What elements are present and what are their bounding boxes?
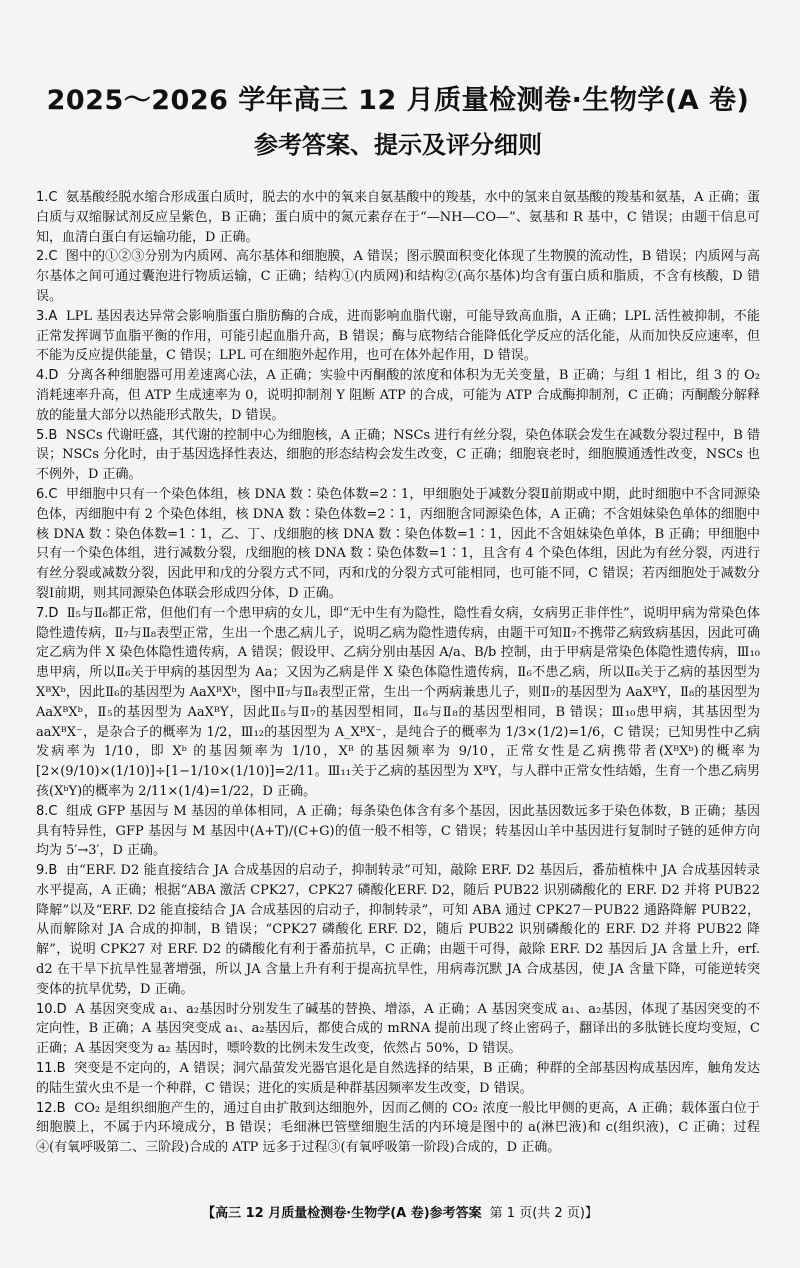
footer-label: 【高三 12 月质量检测卷·生物学(A 卷)参考答案 <box>202 1206 482 1221</box>
answer-item <box>36 1059 760 1099</box>
answer-item <box>36 802 760 861</box>
page-footer <box>0 1202 800 1221</box>
answer-item <box>36 426 760 485</box>
answer-text: 分离各种细胞器可用差速离心法，A 正确；实验中丙酮酸的浓度和体积为无关变量，B 正确；与组 1 相比，组 3 的 O₂ 消耗速率升高，但 ATP 生成速率为 0，说明抑制剂 Y 阻断 ATP 的合成，可能为 ATP 合成酶抑制剂，C 正确；丙酮酸分解释放的能量大部分以热能形式散失，D 错误。 <box>36 368 760 423</box>
answer-number: 2.C <box>36 249 58 265</box>
answer-text: 组成 GFP 基因与 M 基因的单体相同，A 正确；每条染色体含有多个基因，因此基因数远多于染色体数，B 正确；基因具有特异性，GFP 基因与 M 基因中(A+T)/(C+G)的值一般不相等，C 错误；转基因山羊中基因进行复制时子链的延伸方向均为 5′→3′，D 正确。 <box>36 803 761 859</box>
answer-text: 突变是不定向的，A 错误；洞穴晶萤发光器官退化是自然选择的结果，B 正确；种群的全部基因构成基因库，触角发达的陆生萤火虫不是一个种群，C 错误；进化的实质是种群基因频率发生改变，D 错误。 <box>36 1061 760 1096</box>
answer-text: Ⅱ₅与Ⅱ₆都正常，但他们有一个患甲病的女儿，即“无中生有为隐性，隐性看女病，女病男正非伴性”，说明甲病为常染色体隐性遗传病，Ⅱ₇与Ⅱ₈表型正常，生出一个患乙病儿子，说明乙病为隐性遗传病，由题干可知Ⅱ₇不携带乙病致病基因，因此可确定乙病为伴 X 染色体隐性遗传病，A 错误；假设甲、乙病分别由基因 A/a、B/b 控制，由于甲病是常染色体隐性遗传病，Ⅲ₁₀患甲病，所以Ⅱ₆关于甲病的基因型为 Aa；又因为乙病是伴 X 染色体隐性遗传病，Ⅱ₆不患乙病，所以Ⅱ₆关于乙病的基因型为 XᴮXᵇ，因此Ⅱ₆的基因型为 AaXᴮXᵇ，图中Ⅱ₇与Ⅱ₈表型正常，生出一个两病兼患儿子，则Ⅱ₇的基因型为 AaXᴮY，Ⅱ₈的基因型为 AaXᴮXᵇ，Ⅱ₅的基因型为 AaXᴮY，因此Ⅱ₅与Ⅱ₇的基因型相同，Ⅱ₆与Ⅱ₈的基因型相同，B 错误；Ⅲ₁₀患甲病，其基因型为 aaXᴮX⁻，是杂合子的概率为 1/2，Ⅲ₁₂的基因型为 A_XᴮX⁻，是纯合子的概率为 1/3×(1/2)=1/6，C 错误；已知男性中乙病发病率为 1/10，即 Xᵇ 的基因频率为 1/10，Xᴮ 的基因频率为 9/10，正常女性是乙病携带者(XᴮXᵇ)的概率为[2×(9/10)×(1/10)]÷[1−1/10×(1/10)]=2/11。Ⅲ₁₁关于乙病的基因型为 XᴮY，与人群中正常女性结婚，生育一个患乙病男孩(XᵇY)的概率为 2/11×(1/4)=1/22，D 正确。 <box>36 605 761 799</box>
answer-item <box>36 861 760 1000</box>
answer-number: 7.D <box>36 605 59 621</box>
answer-number: 6.C <box>36 486 58 502</box>
answer-number: 9.B <box>36 863 58 879</box>
answer-item <box>36 307 760 366</box>
answer-number: 12.B <box>36 1100 66 1116</box>
page-subtitle: 参考答案、提示及评分细则 <box>254 131 542 159</box>
answer-item <box>36 485 760 604</box>
answer-item <box>36 247 760 306</box>
answer-text: A 基因突变成 a₁、a₂基因时分别发生了碱基的替换、增添，A 正确；A 基因突变成 a₁、a₂基因，体现了基因突变的不定向性，B 正确；A 基因突变成 a₁、a₂基因后，都使合成的 mRNA 提前出现了终止密码子，翻译出的多肽链长度均变短，C 正确；A 基因突变为 a₂ 基因时，嘌呤数的比例未发生改变，依然占 50%，D 错误。 <box>36 1001 760 1057</box>
page-number: 第 1 页(共 2 页)】 <box>489 1206 598 1221</box>
answer-number: 8.C <box>36 803 58 819</box>
answer-text: 由“ERF. D2 能直接结合 JA 合成基因的启动子，抑制转录”可知，敲除 ERF. D2 基因后，番茄植株中 JA 合成基因转录水平提高，A 正确；根据“ABA 激活 CPK27，CPK27 磷酸化ERF. D2，随后 PUB22 识别磷酸化的 ERF. D2 并将 PUB22 降解”以及“ERF. D2 能直接结合 JA 合成基因的启动子，抑制转录”，可知 ABA 通过 CPK27－PUB22 通路降解 PUB22，从而解除对 JA 合成的抑制，B 错误；“CPK27 磷酸化 ERF. D2，随后 PUB22 识别磷酸化的 ERF. D2 并将 PUB22 降解”，说明 CPK27 对 ERF. D2 的磷酸化有利于番茄抗旱，C 正确；由题干可得，敲除 ERF. D2 基因后 JA 含量上升，erf. d2 在干旱下抗旱性显著增强，所以 JA 含量上升有利于提高抗旱性，用病毒沉默 JA 合成基因，使 JA 含量下降，可能逆转突变体的抗旱优势，D 正确。 <box>36 863 761 997</box>
answer-item <box>36 188 760 247</box>
answer-number: 10.D <box>36 1001 67 1017</box>
answer-item <box>36 604 760 802</box>
answer-text: CO₂ 是组织细胞产生的，通过自由扩散到达细胞外，因而乙侧的 CO₂ 浓度一般比甲侧的更高，A 正确；载体蛋白位于细胞膜上，不属于内环境成分，B 错误；毛细淋巴管壁细胞生活的内环境是图中的 a(淋巴液)和 c(组织液)，C 正确；过程④(有氧呼吸第二、三阶段)合成的 ATP 远多于过程③(有氧呼吸第一阶段)合成的，D 正确。 <box>36 1100 760 1156</box>
answer-number: 3.A <box>36 308 58 324</box>
answer-number: 1.C <box>36 190 58 205</box>
answer-number: 5.B <box>36 427 58 443</box>
answer-text: 氨基酸经脱水缩合形成蛋白质时，脱去的水中的氧来自氨基酸中的羧基，水中的氢来自氨基酸的羧基和氨基，A 正确；蛋白质与双缩脲试剂反应呈紫色，B 正确；蛋白质中的氮元素存在于“—NH—CO—”、氨基和 R 基中，C 错误；由题干信息可知，血清白蛋白有运输功能，D 正确。 <box>36 190 761 245</box>
answer-text: 图中的①②③分别为内质网、高尔基体和细胞膜，A 错误；图示膜面积变化体现了生物膜的流动性，B 错误；内质网与高尔基体之间可通过囊泡进行物质运输，C 正确；结构①(内质网)和结构②(高尔基体)均含有蛋白质和脂质，不含有核酸，D 错误。 <box>36 249 760 304</box>
answer-number: 4.D <box>36 368 59 384</box>
page-title: 2025～2026 学年高三 12 月质量检测卷·生物学(A 卷) <box>46 85 750 116</box>
answer-text: LPL 基因表达异常会影响脂蛋白脂肪酶的合成，进而影响血脂代谢，可能导致高血脂，A 正确；LPL 活性被抑制，不能正常发挥调节血脂平衡的作用，可能引起血脂升高，B 错误；酶与底物结合能降低化学反应的活化能，从而加快反应速率，但不能为反应提供能量，C 错误；LPL 可在细胞外起作用，也可在体外起作用，D 错误。 <box>36 308 761 364</box>
answer-item <box>36 366 760 425</box>
answer-text: 甲细胞中只有一个染色体组，核 DNA 数∶染色体数=2∶1，甲细胞处于减数分裂Ⅱ前期或中期，此时细胞中不含同源染色体，丙细胞中有 2 个染色体组，核 DNA 数∶染色体数=2∶1，丙细胞含同源染色体，A 正确；不含姐妹染色单体的细胞中核 DNA 数∶染色体数=1∶1，乙、丁、戊细胞的核 DNA 数∶染色体数=1∶1，因此不含姐妹染色单体，B 正确；甲细胞中只有一个染色体组，进行减数分裂，戊细胞的核 DNA 数∶染色体数=1∶1，且含有 4 个染色体组，因此为有丝分裂，丙进行有丝分裂或减数分裂，因此甲和戊的分裂方式不同，丙和戊的分裂方式可能相同，也可能不同，C 错误；若丙细胞处于减数分裂Ⅰ前期，则其同源染色体联会形成四分体，D 正确。 <box>36 486 760 601</box>
answer-number: 11.B <box>36 1061 66 1077</box>
answer-list <box>36 188 760 1158</box>
answer-text: NSCs 代谢旺盛，其代谢的控制中心为细胞核，A 正确；NSCs 进行有丝分裂，染色体联会发生在减数分裂过程中，B 错误；NSCs 分化时，由于基因选择性表达，细胞的形态结构会发生改变，C 正确；细胞衰老时，细胞膜通透性改变，NSCs 也不例外，D 正确。 <box>36 427 760 483</box>
answer-item <box>36 1000 760 1059</box>
answer-item <box>36 1099 760 1158</box>
